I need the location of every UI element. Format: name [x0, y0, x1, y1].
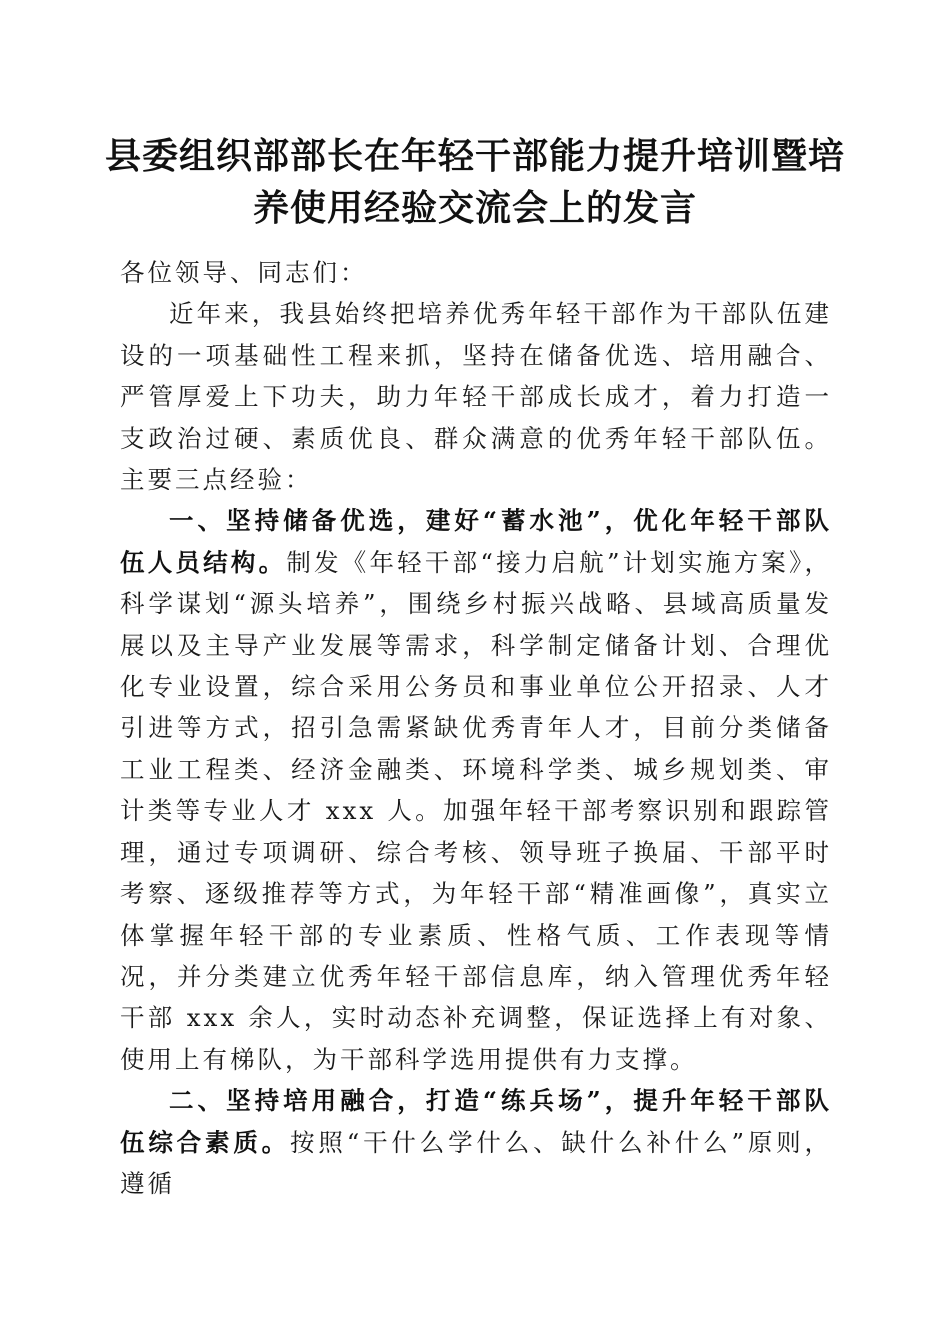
section-1-paragraph	[120, 500, 832, 1080]
intro-paragraph: 近年来，我县始终把培养优秀年轻干部作为干部队伍建设的一项基础性工程来抓，坚持在储备优选、培用融合、严管厚爱上下功夫，助力年轻干部成长成才，着力打造一支政治过硬、素质优良、群众满意的优秀年轻干部队伍。主要三点经验：	[120, 299, 832, 495]
document-title-line-1: 县委组织部部长在年轻干部能力提升培训暨培	[104, 135, 845, 177]
document-title	[100, 130, 850, 234]
section-1-heading: 一、坚持储备优选，建好“蓄水池”，优化年轻干部队伍人员结构。	[120, 506, 832, 577]
section-1-body: 制发《年轻干部“接力启航”计划实施方案》，科学谋划“源头培养”，围绕乡村振兴战略、县域高质量发展以及主导产业发展等需求，科学制定储备计划、合理优化专业设置，综合采用公务员和事业单位公开招录、人才引进等方式，招引急需紧缺优秀青年人才，目前分类储备工业工程类、经济金融类、环境科学类、城乡规划类、审计类等专业人才 xxx 人。加强年轻干部考察识别和跟踪管理，通过专项调研、综合考核、领导班子换届、干部平时考察、逐级推荐等方式，为年轻干部“精准画像”，真实立体掌握年轻干部的专业素质、性格气质、工作表现等情况，并分类建立优秀年轻干部信息库，纳入管理优秀年轻干部 xxx 余人，实时动态补充调整，保证选择上有对象、使用上有梯队，为干部科学选用提供有力支撑。	[120, 547, 832, 1074]
section-2-paragraph	[120, 1080, 832, 1204]
section-2-body: 按照“干什么学什么、缺什么补什么”原则，遵循	[120, 1127, 832, 1198]
document-title-line-2: 养使用经验交流会上的发言	[252, 187, 697, 229]
salutation: 各位领导、同志们：	[120, 258, 368, 287]
section-2-heading: 二、坚持培用融合，打造“练兵场”，提升年轻干部队伍综合素质。	[120, 1086, 832, 1157]
document-body	[120, 252, 832, 1204]
